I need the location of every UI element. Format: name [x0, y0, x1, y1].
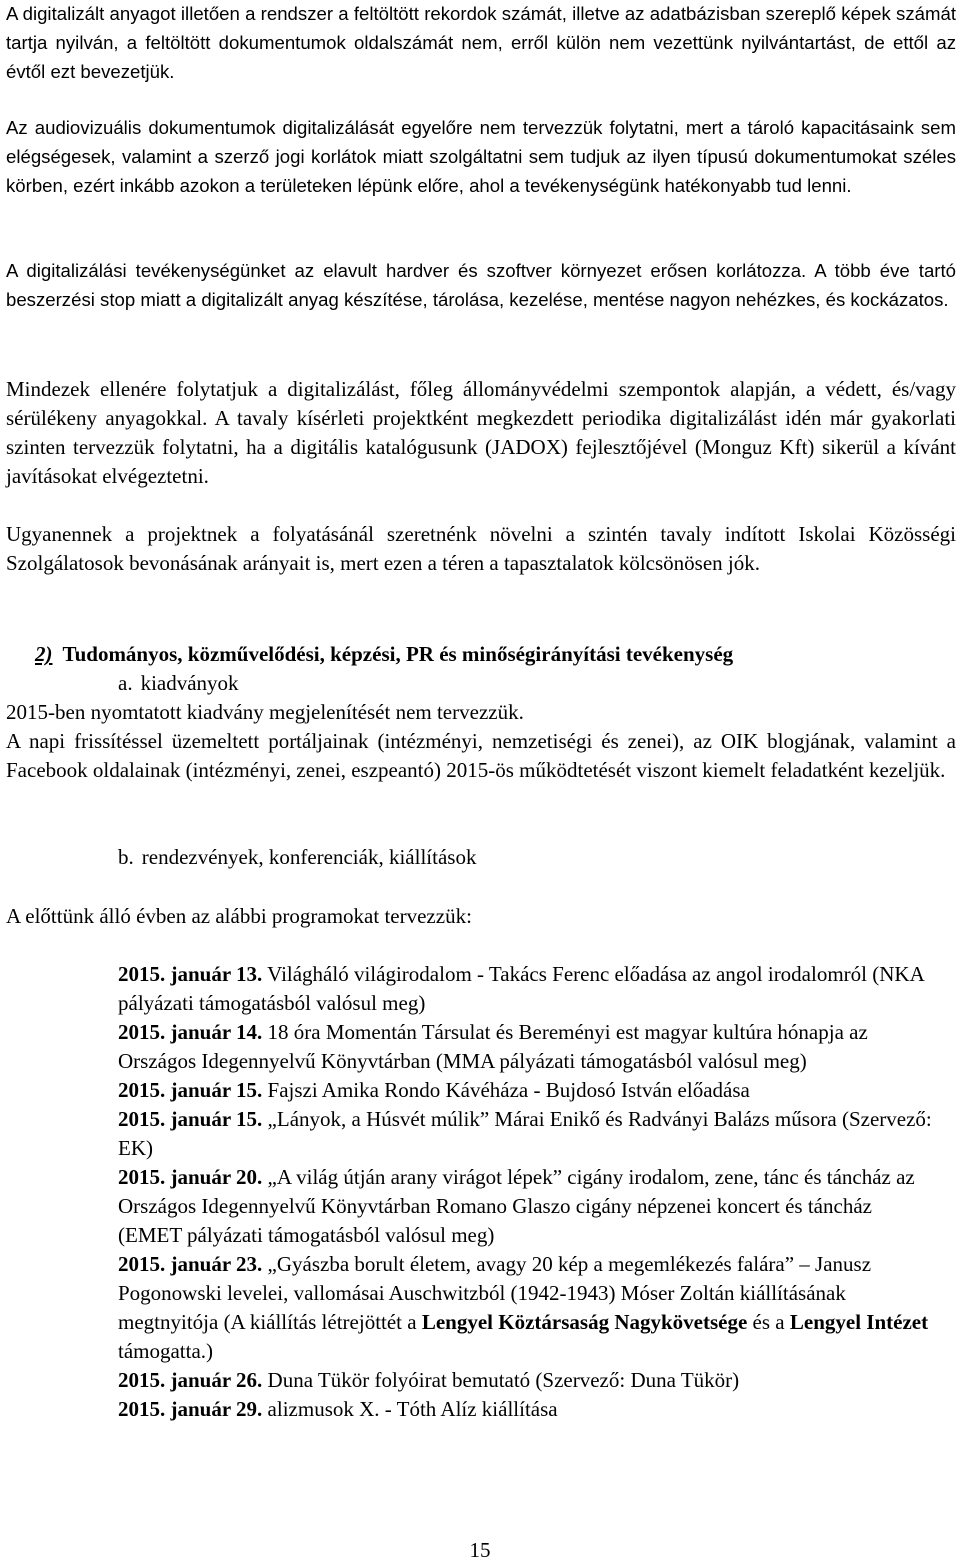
- event-date: 2015. január 15.: [118, 1107, 263, 1131]
- event-description: Fajszi Amika Rondo Kávéháza - Bujdosó István előadása: [262, 1078, 750, 1102]
- event-date: 2015. január 26.: [118, 1368, 263, 1392]
- paragraph-hardware-limits: A digitalizálási tevékenységünket az elavult hardver és szoftver környezet erősen korlátozza. A több éve tartó beszerzési stop miatt a digitalizált anyag készítése, tárolása, kezelése, mentése nagyon nehézkes, és kockázatos.: [6, 260, 956, 310]
- event-item: [118, 1018, 938, 1076]
- event-item: [118, 1395, 938, 1424]
- event-item: [118, 960, 938, 1018]
- section-number: 2): [35, 642, 53, 666]
- subsection-b: [118, 843, 476, 872]
- event-item: [118, 1366, 938, 1395]
- paragraph-programs-intro: A előttünk álló évben az alábbi programokat tervezzük:: [6, 904, 472, 928]
- event-sponsor: Lengyel Intézet: [789, 1310, 929, 1334]
- event-item: [118, 1105, 938, 1163]
- event-description: Világháló világirodalom - Takács Ferenc előadása az angol irodalomról (NKA pályázati támogatásból valósul meg): [118, 962, 924, 1015]
- subsection-a-letter: a.: [118, 671, 133, 695]
- subsection-a: [118, 669, 239, 698]
- event-date: 2015. január 15.: [118, 1078, 263, 1102]
- subsection-b-title: rendezvények, konferenciák, kiállítások: [141, 845, 477, 869]
- event-date: 2015. január 14.: [118, 1020, 263, 1044]
- subsection-a-title: kiadványok: [140, 671, 239, 695]
- section-title: Tudományos, közművelődési, képzési, PR és minőségirányítási tevékenység: [62, 642, 734, 666]
- event-description: 18 óra Momentán Társulat és Bereményi est magyar kultúra hónapja az Országos Idegennyelvű Könyvtárban (MMA pályázati támogatásból valósul meg): [118, 1020, 868, 1073]
- event-description: Duna Tükör folyóirat bemutató (Szervező: Duna Tükör): [262, 1368, 740, 1392]
- paragraph-portals: A napi frissítéssel üzemeltett portáljainak (intézményi, nemzetiségi és zenei), az OIK blogjának, valamint a Facebook oldalainak (intézményi, zenei, eszpeantó) 2015-ös működtetését viszont kiemelt feladatként kezeljük.: [6, 729, 956, 782]
- event-list: [118, 960, 938, 1424]
- paragraph-community-service: Ugyanennek a projektnek a folyatásánál szeretnénk növelni a szintén tavaly indított Iskolai Közösségi Szolgálatosok bevonásának arányait is, mert ezen a téren a tapasztalatok kölcsönösen jók.: [6, 522, 956, 575]
- event-date: 2015. január 23.: [118, 1252, 263, 1276]
- event-date: 2015. január 29.: [118, 1397, 263, 1421]
- event-description-end: támogatta.): [118, 1339, 214, 1363]
- event-sponsor: Lengyel Köztársaság Nagykövetsége: [421, 1310, 748, 1334]
- event-item: [118, 1076, 938, 1105]
- event-item: [118, 1163, 938, 1250]
- event-description-connector: és a: [747, 1310, 790, 1334]
- event-date: 2015. január 13.: [118, 962, 263, 986]
- paragraph-digitization-records: A digitalizált anyagot illetően a rendszer a feltöltött rekordok számát, illetve az adatbázisban szereplő képek számát tartja nyilván, a feltöltött dokumentumok oldalszámát nem, erről külön nem vezettünk nyilvántartást, de ettől az évtől ezt bevezetjük.: [6, 3, 956, 82]
- event-item: [118, 1250, 938, 1366]
- event-description: „A világ útján arany virágot lépek” cigány irodalom, zene, tánc és táncház az Országos Idegennyelvű Könyvtárban Romano Glaszo cigány népzenei koncert és táncház (EMET pályázati támogatásból valósul meg): [118, 1165, 915, 1247]
- event-description: alizmusok X. - Tóth Alíz kiállítása: [262, 1397, 558, 1421]
- paragraph-publications: 2015-ben nyomtatott kiadvány megjelenítését nem tervezzük.: [6, 700, 524, 724]
- page-number: 15: [469, 1538, 491, 1562]
- section-heading: [35, 640, 733, 669]
- paragraph-digitization-continue: Mindezek ellenére folytatjuk a digitalizálást, főleg állományvédelmi szempontok alapján, a védett, és/vagy sérülékeny anyagokkal. A tavaly kísérleti projektként megkezdett periodika digitalizálást idén már gyakorlati szinten tervezzük folytatni, ha a digitális katalógusunk (JADOX) fejlesztőjével (Monguz Kft) sikerül a kívánt javításokat elvégeztetni.: [6, 377, 956, 488]
- event-date: 2015. január 20.: [118, 1165, 263, 1189]
- paragraph-audiovisual: Az audiovizuális dokumentumok digitalizálását egyelőre nem tervezzük folytatni, mert a tároló kapacitásaink sem elégségesek, valamint a szerző jogi korlátok miatt szolgáltatni sem tudjuk az ilyen típusú dokumentumokat széles körben, ezért inkább azokon a területeken lépünk előre, ahol a tevékenységünk hatékonyabb tud lenni.: [6, 117, 956, 196]
- subsection-b-letter: b.: [118, 845, 134, 869]
- event-description: „Gyászba borult életem, avagy 20 kép a megemlékezés falára” – Janusz Pogonowski levelei, vallomásai Auschwitzból (1942-1943) Móser Zoltán kiállításának megtnyitója (A kiállítás létrejöttét a: [118, 1252, 872, 1334]
- event-description: „Lányok, a Húsvét múlik” Márai Enikő és Radványi Balázs műsora (Szervező: EK): [118, 1107, 932, 1160]
